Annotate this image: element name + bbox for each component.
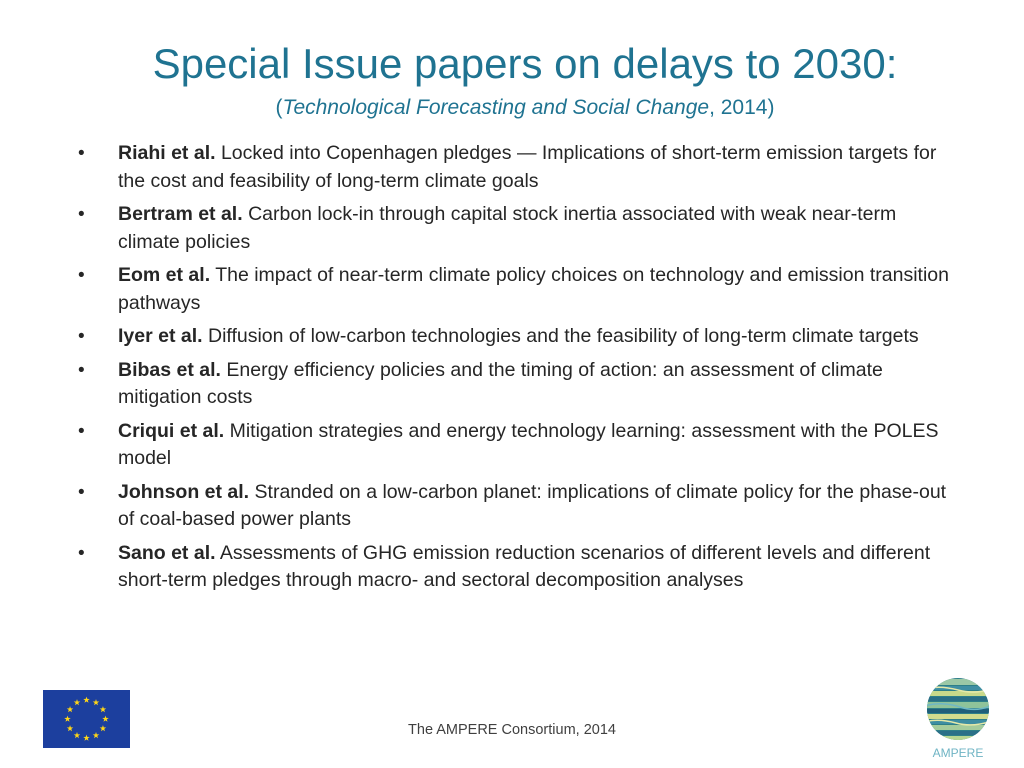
ampere-logo-text: AMPERE — [932, 746, 984, 760]
slide-subtitle — [0, 94, 1024, 122]
eu-stars-icon — [43, 690, 130, 748]
eu-star-icon — [83, 697, 89, 703]
eu-star-icon — [64, 716, 70, 722]
eu-star-icon — [102, 716, 108, 722]
paper-title: The impact of near-term climate policy choices on technology and emission transition pathways — [118, 264, 949, 314]
list-item — [78, 479, 958, 534]
list-item — [78, 323, 958, 351]
paper-title: Mitigation strategies and energy technology learning: assessment with the POLES model — [118, 419, 939, 469]
paper-authors: Eom et al. — [118, 264, 211, 286]
subtitle-rest: , 2014) — [709, 96, 775, 119]
paper-title: Locked into Copenhagen pledges — Implications of short-term emission targets for the cost and feasibility of long-term climate goals — [118, 142, 937, 192]
bullet-icon: • — [78, 265, 85, 286]
bullet-icon: • — [78, 143, 85, 164]
eu-flag-icon — [43, 690, 130, 748]
eu-star-icon — [67, 706, 73, 712]
paper-title: Carbon lock-in through capital stock inertia associated with weak near-term climate policies — [118, 203, 897, 253]
paper-authors: Johnson et al. — [118, 480, 250, 503]
list-item — [78, 262, 958, 317]
paper-title: Energy efficiency policies and the timing of action: an assessment of climate mitigation costs — [118, 358, 883, 408]
paper-authors: Riahi et al. — [118, 142, 216, 164]
bullet-icon: • — [78, 481, 85, 503]
bullet-icon: • — [78, 326, 85, 347]
slide-title: Special Issue papers on delays to 2030: — [152, 40, 898, 87]
list-item — [78, 201, 958, 256]
bullet-icon: • — [78, 204, 85, 225]
bullet-icon: • — [78, 420, 85, 442]
list-item — [78, 357, 958, 412]
footer-credit: The AMPERE Consortium, 2014 — [408, 722, 616, 738]
ampere-globe-icon — [920, 673, 998, 763]
subtitle-open-paren: ( — [275, 96, 283, 119]
ampere-logo — [920, 673, 998, 763]
paper-title: Assessments of GHG emission reduction scenarios of different levels and different short-term pledges through macro- and sectoral decomposition analyses — [118, 541, 931, 591]
eu-star-icon — [100, 706, 106, 712]
paper-title: Stranded on a low-carbon planet: implications of climate policy for the phase-out of coal-based power plants — [118, 480, 947, 530]
list-item — [78, 418, 958, 473]
bullet-icon: • — [78, 542, 85, 564]
paper-list — [78, 140, 958, 601]
eu-star-icon — [74, 699, 80, 705]
list-item — [78, 140, 958, 195]
list-item — [78, 540, 958, 595]
paper-authors: Criqui et al. — [118, 419, 225, 442]
paper-authors: Bertram et al. — [118, 203, 243, 225]
paper-authors: Bibas et al. — [118, 358, 221, 381]
paper-authors: Sano et al. — [118, 541, 216, 564]
eu-star-icon — [93, 699, 99, 705]
paper-authors: Iyer et al. — [118, 325, 203, 347]
journal-name: Technological Forecasting and Social Change — [282, 96, 710, 119]
paper-title: Diffusion of low-carbon technologies and the feasibility of long-term climate targets — [207, 325, 919, 347]
bullet-icon: • — [78, 359, 85, 381]
